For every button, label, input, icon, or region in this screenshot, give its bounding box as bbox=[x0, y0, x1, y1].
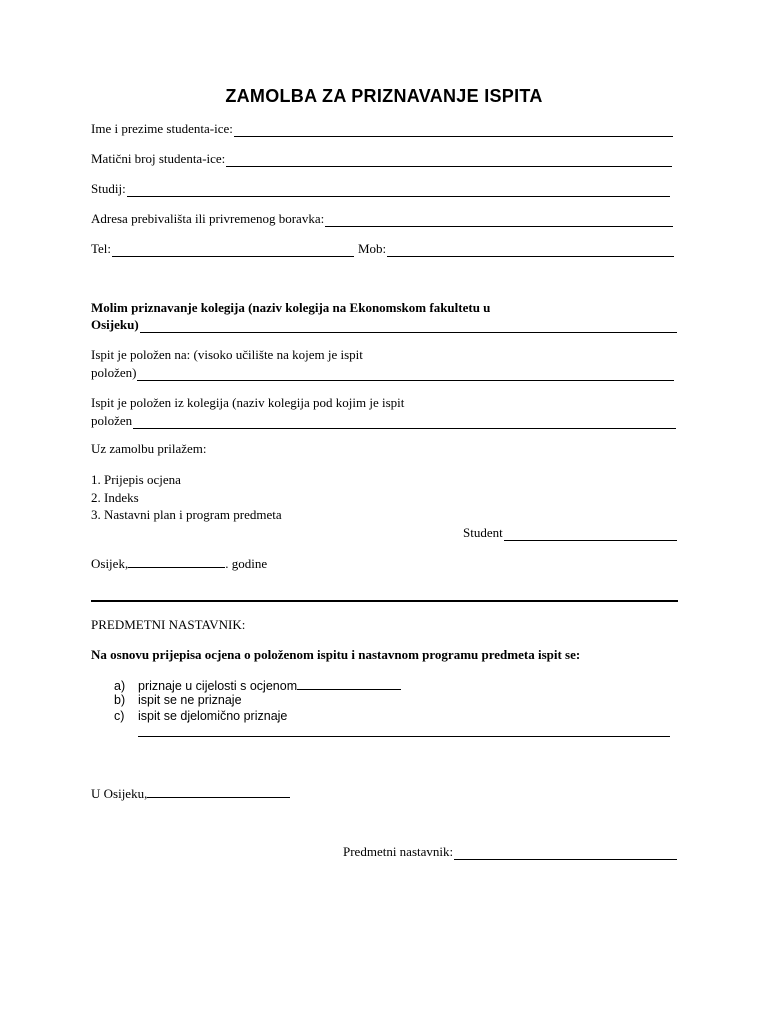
name-label: Ime i prezime studenta-ice: bbox=[91, 121, 233, 136]
teacher-label: Predmetni nastavnik: bbox=[343, 844, 454, 859]
mob-label: Mob: bbox=[358, 241, 387, 256]
teacher-heading: PREDMETNI NASTAVNIK: bbox=[91, 617, 246, 632]
teacher-statement: Na osnovu prijepisa ocjena o položenom ispitu i nastavnom programu predmeta ispit se: bbox=[91, 647, 581, 662]
request-line-1: Molim priznavanje kolegija (naziv kolegija na Ekonomskom fakultetu u bbox=[91, 300, 491, 315]
option-b[interactable] bbox=[114, 692, 242, 708]
option-marker: a) bbox=[114, 679, 126, 693]
grade-line[interactable] bbox=[297, 677, 401, 690]
teacher-place-field[interactable] bbox=[91, 785, 290, 802]
passed-at-field[interactable] bbox=[91, 365, 674, 381]
address-label: Adresa prebivališta ili privremenog boravka: bbox=[91, 211, 325, 226]
id-number-field[interactable] bbox=[91, 151, 672, 167]
attachment-item: 3. Nastavni plan i program predmeta bbox=[91, 507, 282, 522]
study-field[interactable] bbox=[91, 181, 670, 197]
mob-line[interactable] bbox=[387, 244, 674, 257]
student-label: Student bbox=[463, 525, 503, 540]
partial-recognition-line[interactable] bbox=[138, 722, 670, 737]
option-text: priznaje u cijelosti s ocjenom bbox=[138, 679, 298, 693]
attachment-item: 1. Prijepis ocjena bbox=[91, 472, 181, 487]
request-line-2: Osijeku) bbox=[91, 317, 139, 332]
address-field[interactable] bbox=[91, 211, 673, 227]
tel-field[interactable] bbox=[91, 241, 354, 257]
tel-label: Tel: bbox=[91, 241, 112, 256]
teacher-date-line[interactable] bbox=[147, 785, 290, 798]
name-field[interactable] bbox=[91, 121, 673, 137]
document-title: ZAMOLBA ZA PRIZNAVANJE ISPITA bbox=[225, 86, 543, 106]
place-date-field[interactable] bbox=[91, 555, 267, 572]
teacher-signature-line[interactable] bbox=[454, 847, 677, 860]
passed-from-field[interactable] bbox=[91, 413, 676, 429]
teacher-signature-field[interactable] bbox=[343, 844, 677, 860]
attachment-item: 2. Indeks bbox=[91, 490, 139, 505]
request-field[interactable] bbox=[91, 317, 677, 333]
section-divider bbox=[91, 600, 678, 602]
attachments-label: Uz zamolbu prilažem: bbox=[91, 441, 207, 456]
date-suffix: . godine bbox=[225, 556, 268, 571]
option-text: ispit se djelomično priznaje bbox=[138, 709, 288, 723]
option-marker: b) bbox=[114, 693, 126, 707]
name-line[interactable] bbox=[234, 124, 673, 137]
passed-from-line[interactable] bbox=[133, 416, 676, 429]
teacher-place-label: U Osijeku, bbox=[91, 786, 148, 801]
place-label: Osijek, bbox=[91, 556, 129, 571]
study-line[interactable] bbox=[127, 184, 670, 197]
passed-from-line-1: Ispit je položen iz kolegija (naziv kolegija pod kojim je ispit bbox=[91, 395, 405, 410]
student-signature-field[interactable] bbox=[463, 525, 677, 541]
mob-field[interactable] bbox=[358, 241, 674, 257]
passed-from-line-2: položen bbox=[91, 413, 133, 428]
address-line[interactable] bbox=[325, 214, 673, 227]
passed-at-line-1: Ispit je položen na: (visoko učilište na kojem je ispit bbox=[91, 347, 363, 362]
id-number-line[interactable] bbox=[226, 154, 672, 167]
tel-line[interactable] bbox=[112, 244, 354, 257]
student-signature-line[interactable] bbox=[504, 528, 677, 541]
passed-at-line-2: položen) bbox=[91, 365, 137, 380]
option-marker: c) bbox=[114, 709, 125, 723]
study-label: Studij: bbox=[91, 181, 126, 196]
id-number-label: Matični broj studenta-ice: bbox=[91, 151, 226, 166]
date-line[interactable] bbox=[128, 555, 225, 568]
passed-at-line[interactable] bbox=[137, 368, 674, 381]
option-text: ispit se ne priznaje bbox=[138, 693, 242, 707]
request-line[interactable] bbox=[140, 320, 677, 333]
